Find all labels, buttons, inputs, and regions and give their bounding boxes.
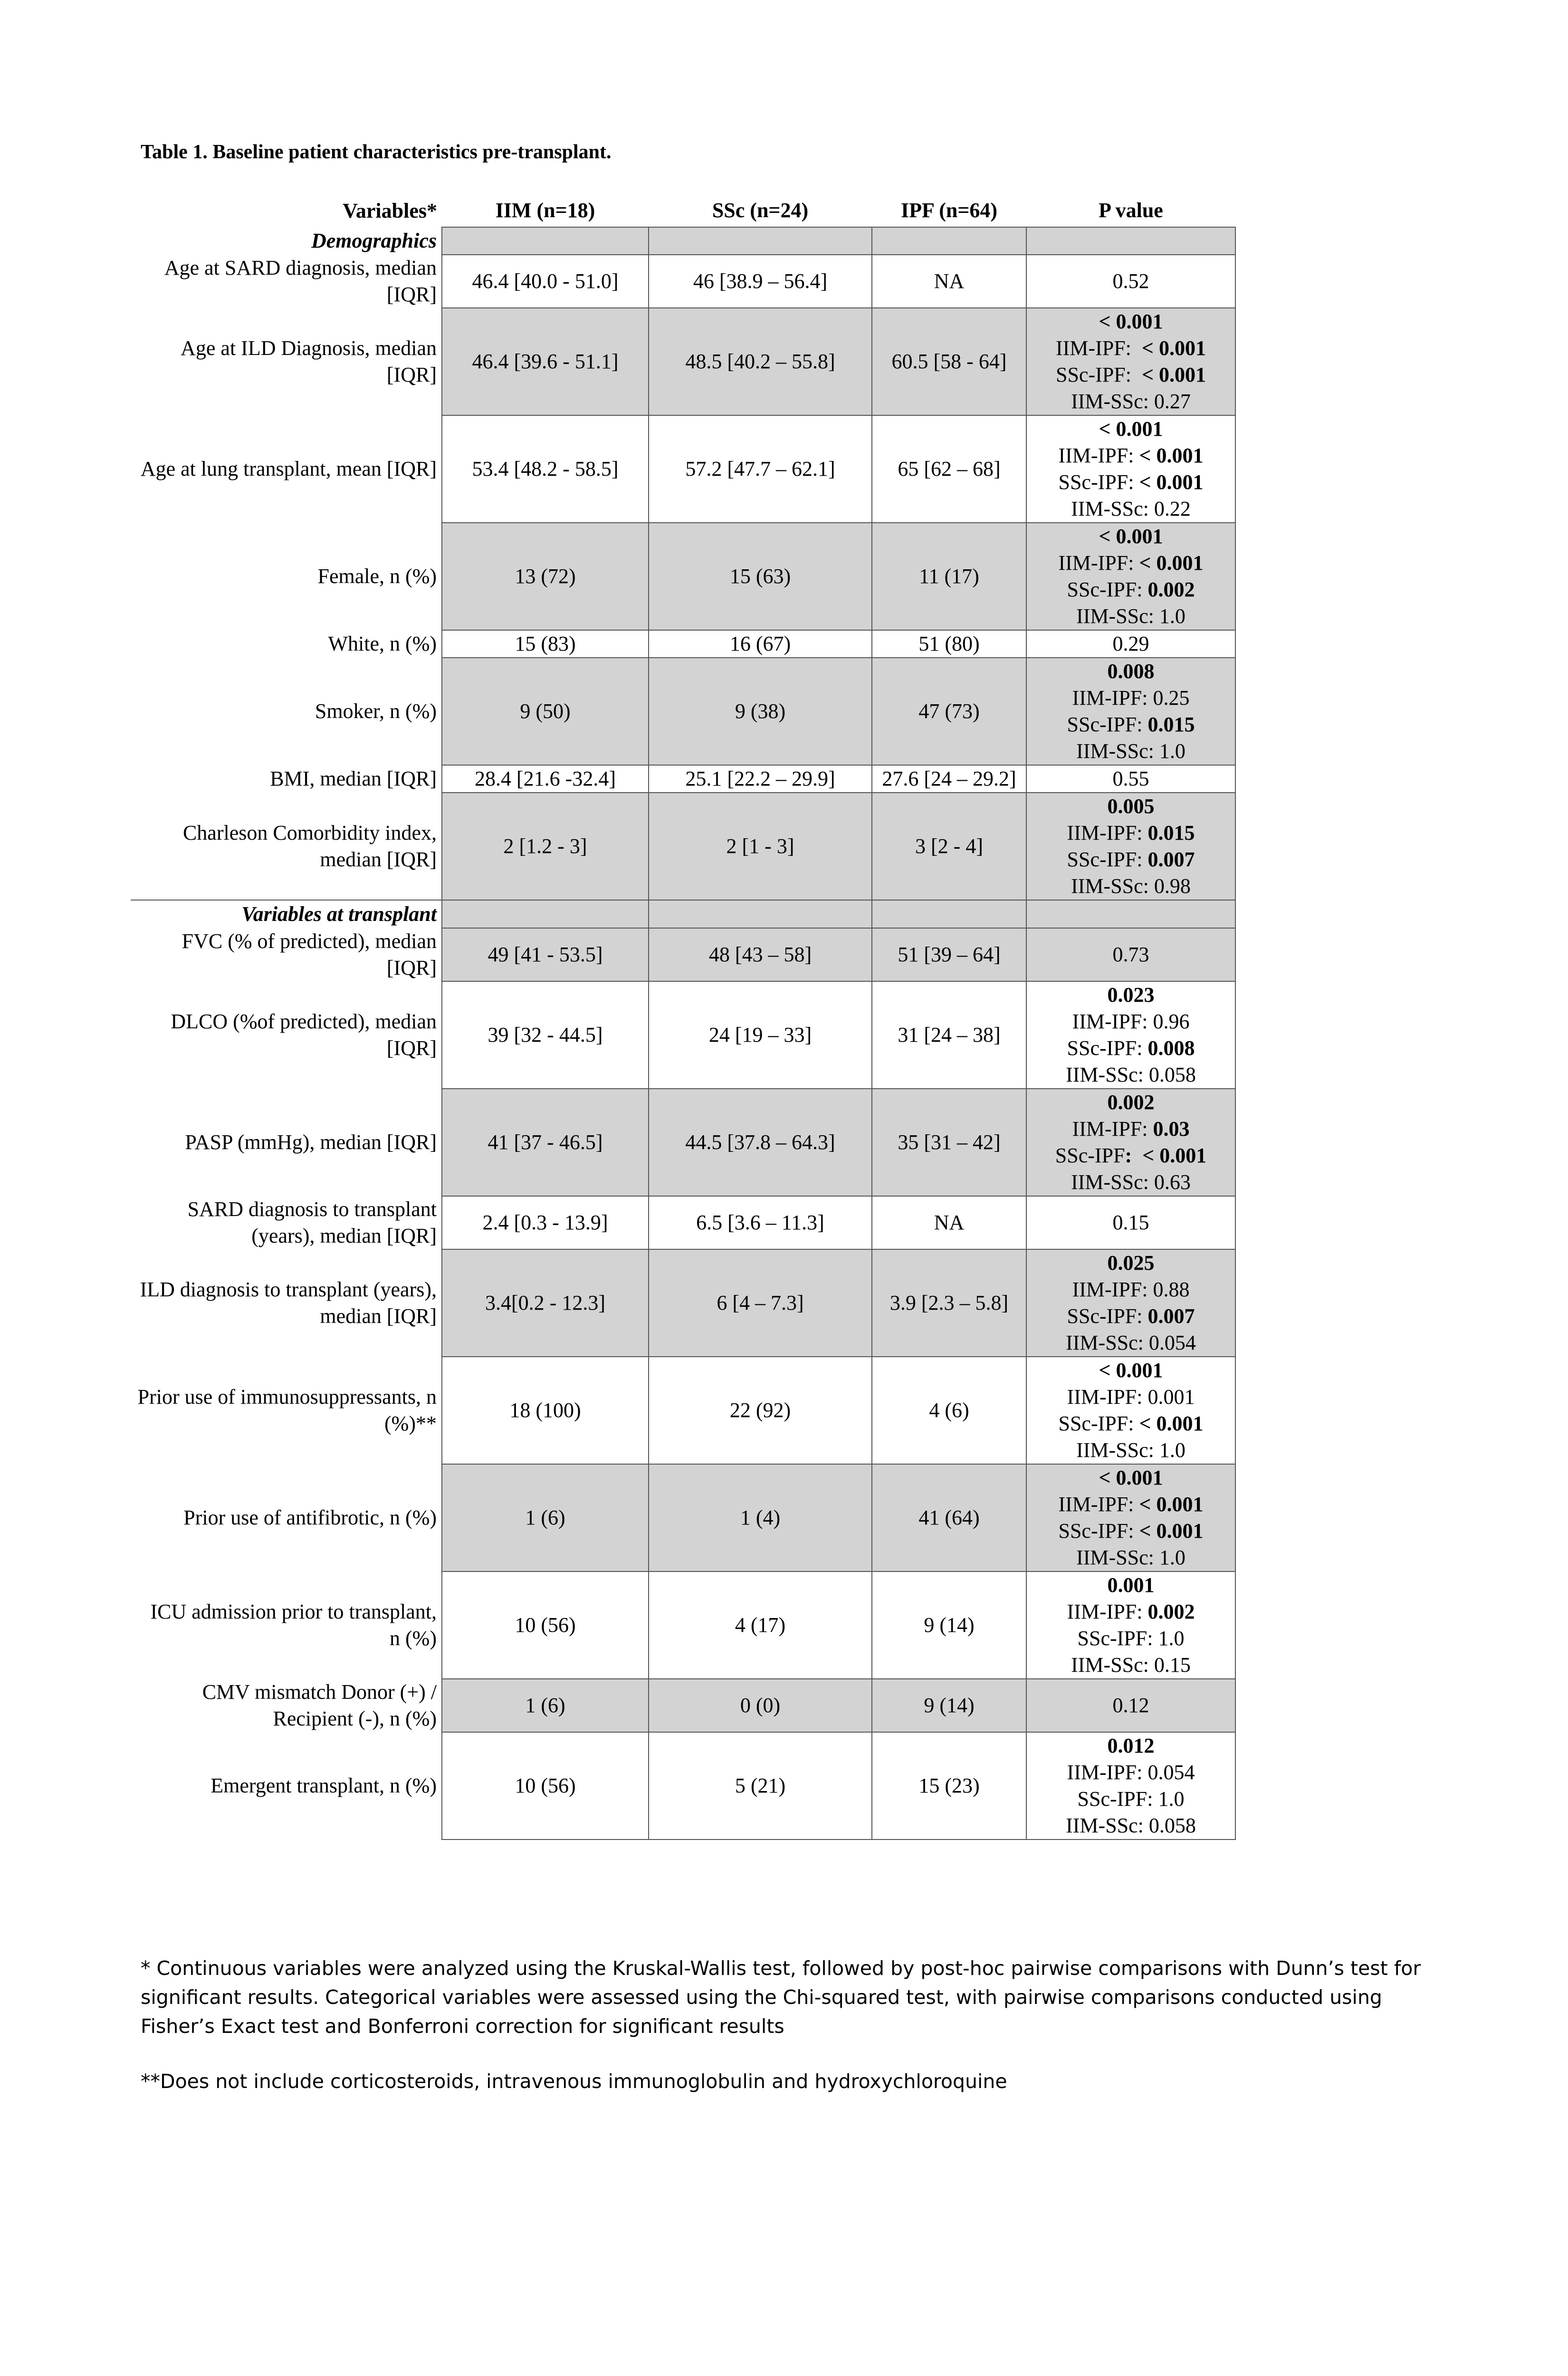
- p-value-line: [1032, 1142, 1230, 1169]
- variable-label: BMI, median [IQR]: [270, 767, 437, 790]
- p-value-text: SSc-IPF: [1055, 1144, 1125, 1167]
- p-value-line: [1032, 1465, 1230, 1491]
- cell-iim: 46.4 [39.6 - 51.1]: [442, 308, 649, 415]
- p-value-line: [1032, 603, 1230, 630]
- p-value-significant: 0.012: [1107, 1734, 1155, 1757]
- p-value-line: [1032, 335, 1230, 362]
- p-value-text: 0.73: [1112, 943, 1149, 966]
- cell-iim: 53.4 [48.2 - 58.5]: [442, 415, 649, 523]
- p-value-text: 0.55: [1112, 767, 1149, 790]
- p-value-significant: 0.023: [1107, 983, 1155, 1006]
- p-value-significant: < 0.001: [1139, 470, 1204, 494]
- cell-ipf: 11 (17): [872, 523, 1026, 630]
- section-empty-cell: [649, 227, 872, 255]
- variable-label: Age at lung transplant, mean [IQR]: [140, 457, 437, 480]
- p-value-line: [1032, 1410, 1230, 1437]
- variable-label: Age at ILD Diagnosis, median [IQR]: [181, 336, 437, 386]
- p-value-significant: < 0.001: [1139, 551, 1204, 575]
- p-value-line: [1032, 1599, 1230, 1625]
- cell-ssc: 16 (67): [649, 630, 872, 658]
- p-value-text: IIM-IPF: 0.96: [1072, 1010, 1190, 1033]
- cell-p-value: [1026, 1196, 1235, 1249]
- table-row: [131, 523, 1235, 630]
- p-value-line: [1032, 631, 1230, 657]
- header-ipf: IPF (n=64): [900, 199, 998, 222]
- cell-ipf: 41 (64): [872, 1464, 1026, 1571]
- table-row: [131, 981, 1235, 1089]
- table-row: [131, 1249, 1235, 1357]
- p-value-line: [1032, 982, 1230, 1008]
- p-value-line: [1032, 711, 1230, 738]
- p-value-text: IIM-IPF: 0.25: [1072, 686, 1190, 709]
- cell-p-value: [1026, 1464, 1235, 1571]
- table-row: [131, 415, 1235, 523]
- cell-p-value: [1026, 981, 1235, 1089]
- p-value-significant: < 0.001: [1139, 444, 1204, 467]
- cell-p-value: [1026, 415, 1235, 523]
- cell-ssc: 9 (38): [649, 658, 872, 765]
- p-value-text: 0.29: [1112, 632, 1149, 655]
- p-value-text: IIM-SSc: 1.0: [1076, 1546, 1186, 1569]
- cell-ssc: 0 (0): [649, 1679, 872, 1732]
- cell-p-value: [1026, 793, 1235, 900]
- cell-iim: 2.4 [0.3 - 13.9]: [442, 1196, 649, 1249]
- table-row: [131, 1357, 1235, 1464]
- p-value-line: [1032, 388, 1230, 415]
- cell-ipf: 9 (14): [872, 1571, 1026, 1679]
- cell-p-value: [1026, 1732, 1235, 1839]
- table-row: [131, 765, 1235, 793]
- p-value-text: IIM-IPF:: [1058, 1493, 1139, 1516]
- cell-p-value: [1026, 523, 1235, 630]
- cell-iim: 10 (56): [442, 1732, 649, 1839]
- cell-ipf: 15 (23): [872, 1732, 1026, 1839]
- header-row: [131, 192, 1235, 227]
- p-value-text: IIM-IPF:: [1072, 1117, 1153, 1140]
- section-empty-cell: [1026, 900, 1235, 928]
- table-row: [131, 1196, 1235, 1249]
- p-value-text: SSc-IPF: 1.0: [1077, 1787, 1185, 1811]
- p-value-significant: 0.007: [1147, 848, 1195, 871]
- p-value-line: [1032, 1303, 1230, 1330]
- variable-label: White, n (%): [328, 632, 437, 655]
- p-value-significant: 0.002: [1147, 1600, 1195, 1623]
- table-body: [131, 227, 1235, 1839]
- p-value-line: [1032, 1357, 1230, 1384]
- table-row: [131, 255, 1235, 308]
- p-value-text: IIM-IPF:: [1067, 821, 1148, 844]
- p-value-text: SSc-IPF:: [1058, 1412, 1139, 1435]
- p-value-text: SSc-IPF: 1.0: [1077, 1627, 1185, 1650]
- p-value-significant: 0.005: [1107, 795, 1155, 818]
- cell-iim: 49 [41 - 53.5]: [442, 928, 649, 981]
- p-value-line: [1032, 738, 1230, 765]
- p-value-text: IIM-SSc: 1.0: [1076, 1438, 1186, 1462]
- header-variables: Variables*: [343, 199, 437, 222]
- cell-ipf: 60.5 [58 - 64]: [872, 308, 1026, 415]
- cell-p-value: [1026, 1249, 1235, 1357]
- p-value-line: [1032, 846, 1230, 873]
- cell-p-value: [1026, 1357, 1235, 1464]
- p-value-line: [1032, 1625, 1230, 1652]
- cell-iim: 46.4 [40.0 - 51.0]: [442, 255, 649, 308]
- p-value-significant: 0.015: [1147, 821, 1195, 844]
- cell-iim: 41 [37 - 46.5]: [442, 1089, 649, 1196]
- cell-iim: 10 (56): [442, 1571, 649, 1679]
- cell-p-value: [1026, 658, 1235, 765]
- p-value-text: IIM-SSc: 1.0: [1076, 739, 1186, 763]
- p-value-line: [1032, 766, 1230, 792]
- variable-label: Prior use of immunosuppressants, n (%)**: [137, 1385, 437, 1435]
- cell-ipf: 65 [62 – 68]: [872, 415, 1026, 523]
- p-value-significant: 0.007: [1147, 1304, 1195, 1328]
- variable-label: Charleson Comorbidity index, median [IQR]: [182, 821, 437, 871]
- p-value-line: [1032, 496, 1230, 522]
- p-value-line: [1032, 685, 1230, 711]
- p-value-text: IIM-IPF: 0.054: [1067, 1761, 1195, 1784]
- p-value-text: IIM-SSc: 0.27: [1071, 390, 1191, 413]
- p-value-line: [1032, 1518, 1230, 1544]
- cell-ssc: 6 [4 – 7.3]: [649, 1249, 872, 1357]
- cell-ssc: 2 [1 - 3]: [649, 793, 872, 900]
- cell-ipf: NA: [872, 1196, 1026, 1249]
- p-value-text: 0.52: [1112, 269, 1149, 293]
- table-row: [131, 308, 1235, 415]
- table-row: [131, 1464, 1235, 1571]
- p-value-line: [1032, 1759, 1230, 1786]
- table-row: [131, 1732, 1235, 1839]
- section-heading: Variables at transplant: [131, 900, 442, 928]
- cell-ipf: NA: [872, 255, 1026, 308]
- p-value-significant: 0.008: [1147, 1036, 1195, 1060]
- p-value-line: [1032, 1330, 1230, 1356]
- variable-label: ILD diagnosis to transplant (years), median [IQR]: [140, 1278, 437, 1328]
- p-value-significant: < 0.001: [1099, 310, 1163, 333]
- header-p-value: P value: [1099, 199, 1163, 222]
- cell-p-value: [1026, 1679, 1235, 1732]
- variable-label: Smoker, n (%): [315, 699, 437, 723]
- cell-iim: 2 [1.2 - 3]: [442, 793, 649, 900]
- variable-label: FVC (% of predicted), median [IQR]: [182, 929, 437, 979]
- cell-iim: 3.4[0.2 - 12.3]: [442, 1249, 649, 1357]
- p-value-significant: < 0.001: [1139, 1493, 1204, 1516]
- cell-p-value: [1026, 928, 1235, 981]
- variable-label: SARD diagnosis to transplant (years), median [IQR]: [187, 1198, 437, 1247]
- p-value-text: SSc-IPF:: [1058, 470, 1139, 494]
- p-value-line: [1032, 1062, 1230, 1088]
- cell-iim: 15 (83): [442, 630, 649, 658]
- footnote-immunosuppressants: **Does not include corticosteroids, intravenous immunoglobulin and hydroxychloroquine: [141, 2070, 1007, 2093]
- cell-ssc: 6.5 [3.6 – 11.3]: [649, 1196, 872, 1249]
- section-empty-cell: [872, 227, 1026, 255]
- cell-iim: 18 (100): [442, 1357, 649, 1464]
- p-value-line: [1032, 416, 1230, 442]
- p-value-text: IIM-SSc: 0.15: [1071, 1653, 1191, 1677]
- p-value-text: IIM-IPF: 0.88: [1072, 1278, 1190, 1301]
- footnote-statistical-methods: * Continuous variables were analyzed using the Kruskal-Wallis test, followed by post-hoc pairwise comparisons with Dunn’s test for significant results. Categorical variables were assessed using the Chi-squared test, with pairwise comparisons conducted using Fisher’s Exact test and Bonferroni correction for significant results: [141, 1957, 1421, 2038]
- p-value-line: [1032, 523, 1230, 550]
- cell-ssc: 1 (4): [649, 1464, 872, 1571]
- cell-ipf: 3.9 [2.3 – 5.8]: [872, 1249, 1026, 1357]
- p-value-line: [1032, 1812, 1230, 1839]
- cell-ssc: 44.5 [37.8 – 64.3]: [649, 1089, 872, 1196]
- cell-p-value: [1026, 308, 1235, 415]
- header-iim: IIM (n=18): [495, 199, 595, 222]
- p-value-text: IIM-SSc: 0.058: [1066, 1814, 1196, 1837]
- p-value-line: [1032, 442, 1230, 469]
- p-value-significant: 0.002: [1147, 578, 1195, 601]
- cell-ipf: 31 [24 – 38]: [872, 981, 1026, 1089]
- cell-p-value: [1026, 1571, 1235, 1679]
- p-value-significant: < 0.001: [1099, 525, 1163, 548]
- cell-ipf: 3 [2 - 4]: [872, 793, 1026, 900]
- p-value-line: [1032, 1652, 1230, 1678]
- cell-ssc: 25.1 [22.2 – 29.9]: [649, 765, 872, 793]
- cell-ipf: 9 (14): [872, 1679, 1026, 1732]
- p-value-text: SSc-IPF:: [1067, 1304, 1148, 1328]
- cell-ssc: 57.2 [47.7 – 62.1]: [649, 415, 872, 523]
- cell-ipf: 51 (80): [872, 630, 1026, 658]
- table-row: [131, 1571, 1235, 1679]
- cell-ipf: 4 (6): [872, 1357, 1026, 1464]
- p-value-line: [1032, 1276, 1230, 1303]
- p-value-significant: 0.008: [1107, 660, 1155, 683]
- p-value-significant: 0.015: [1147, 713, 1195, 736]
- header-ssc: SSc (n=24): [712, 199, 809, 222]
- p-value-line: [1032, 941, 1230, 968]
- cell-p-value: [1026, 765, 1235, 793]
- p-value-line: [1032, 873, 1230, 900]
- p-value-significant: < 0.001: [1141, 336, 1206, 360]
- cell-p-value: [1026, 1089, 1235, 1196]
- cell-ssc: 48.5 [40.2 – 55.8]: [649, 308, 872, 415]
- p-value-line: [1032, 658, 1230, 685]
- p-value-text: SSc-IPF:: [1067, 578, 1148, 601]
- cell-iim: 28.4 [21.6 -32.4]: [442, 765, 649, 793]
- cell-ssc: 46 [38.9 – 56.4]: [649, 255, 872, 308]
- p-value-significant: < 0.001: [1099, 417, 1163, 441]
- p-value-text: SSc-IPF:: [1067, 1036, 1148, 1060]
- p-value-text: IIM-SSc: 0.63: [1071, 1170, 1191, 1194]
- p-value-line: [1032, 1250, 1230, 1276]
- variable-label: Female, n (%): [317, 565, 437, 588]
- p-value-line: [1032, 268, 1230, 295]
- p-value-text: IIM-IPF:: [1058, 444, 1139, 467]
- cell-iim: 13 (72): [442, 523, 649, 630]
- cell-ipf: 51 [39 – 64]: [872, 928, 1026, 981]
- cell-p-value: [1026, 630, 1235, 658]
- p-value-line: [1032, 1572, 1230, 1599]
- p-value-text: SSc-IPF:: [1067, 713, 1148, 736]
- cell-ssc: 4 (17): [649, 1571, 872, 1679]
- section-empty-cell: [442, 227, 649, 255]
- p-value-line: [1032, 1384, 1230, 1410]
- p-value-text: IIM-SSc: 1.0: [1076, 604, 1186, 628]
- p-value-text: IIM-SSc: 0.058: [1066, 1063, 1196, 1086]
- variable-label: ICU admission prior to transplant, n (%): [150, 1600, 437, 1650]
- cell-iim: 9 (50): [442, 658, 649, 765]
- variable-label: PASP (mmHg), median [IQR]: [185, 1131, 437, 1154]
- p-value-significant: 0.001: [1107, 1573, 1155, 1597]
- p-value-line: [1032, 1786, 1230, 1812]
- table-row: [131, 658, 1235, 765]
- p-value-line: [1032, 1209, 1230, 1236]
- p-value-text: IIM-IPF:: [1067, 1600, 1148, 1623]
- p-value-significant: 0.002: [1107, 1091, 1155, 1114]
- variable-label: Prior use of antifibrotic, n (%): [183, 1506, 437, 1529]
- p-value-line: [1032, 362, 1230, 388]
- p-value-text: SSc-IPF:: [1055, 363, 1142, 386]
- variable-label: CMV mismatch Donor (+) / Recipient (-), n (%): [202, 1680, 437, 1730]
- p-value-line: [1032, 1089, 1230, 1116]
- cell-ssc: 24 [19 – 33]: [649, 981, 872, 1089]
- p-value-line: [1032, 1008, 1230, 1035]
- variable-label: Age at SARD diagnosis, median [IQR]: [164, 256, 437, 306]
- p-value-text: SSc-IPF:: [1058, 1519, 1139, 1542]
- cell-ipf: 35 [31 – 42]: [872, 1089, 1026, 1196]
- p-value-text: 0.12: [1112, 1694, 1149, 1717]
- section-empty-cell: [872, 900, 1026, 928]
- table-row: [131, 1089, 1235, 1196]
- p-value-text: IIM-SSc: 0.98: [1071, 874, 1191, 898]
- table-row: [131, 928, 1235, 981]
- p-value-line: [1032, 1544, 1230, 1571]
- p-value-significant: 0.025: [1107, 1251, 1155, 1274]
- cell-ssc: 15 (63): [649, 523, 872, 630]
- p-value-text: IIM-SSc: 0.054: [1066, 1331, 1196, 1354]
- cell-ipf: 27.6 [24 – 29.2]: [872, 765, 1026, 793]
- table-row: [131, 1679, 1235, 1732]
- cell-ssc: 22 (92): [649, 1357, 872, 1464]
- p-value-text: IIM-IPF:: [1058, 551, 1139, 575]
- p-value-line: [1032, 1733, 1230, 1759]
- section-empty-cell: [649, 900, 872, 928]
- cell-iim: 39 [32 - 44.5]: [442, 981, 649, 1089]
- section-row: [131, 900, 1235, 928]
- p-value-text: 0.15: [1112, 1211, 1149, 1234]
- section-empty-cell: [1026, 227, 1235, 255]
- p-value-text: SSc-IPF:: [1067, 848, 1148, 871]
- p-value-significant: < 0.001: [1099, 1359, 1163, 1382]
- variable-label: Emergent transplant, n (%): [210, 1774, 437, 1797]
- section-empty-cell: [442, 900, 649, 928]
- cell-ipf: 47 (73): [872, 658, 1026, 765]
- table-row: [131, 630, 1235, 658]
- p-value-line: [1032, 469, 1230, 496]
- p-value-text: IIM-IPF:: [1056, 336, 1142, 360]
- p-value-line: [1032, 1116, 1230, 1142]
- cell-iim: 1 (6): [442, 1679, 649, 1732]
- table-header: [131, 192, 1235, 227]
- p-value-line: [1032, 1692, 1230, 1719]
- p-value-line: [1032, 1437, 1230, 1464]
- section-row: [131, 227, 1235, 255]
- baseline-characteristics-table: [131, 192, 1236, 1840]
- p-value-line: [1032, 820, 1230, 846]
- p-value-significant: 0.03: [1153, 1117, 1190, 1140]
- p-value-significant: < 0.001: [1099, 1466, 1163, 1489]
- cell-ssc: 5 (21): [649, 1732, 872, 1839]
- p-value-significant: : < 0.001: [1125, 1144, 1207, 1167]
- variable-label: DLCO (%of predicted), median [IQR]: [171, 1010, 437, 1060]
- p-value-significant: < 0.001: [1139, 1412, 1204, 1435]
- p-value-line: [1032, 308, 1230, 335]
- p-value-significant: < 0.001: [1141, 363, 1206, 386]
- p-value-line: [1032, 576, 1230, 603]
- table-row: [131, 793, 1235, 900]
- cell-p-value: [1026, 255, 1235, 308]
- p-value-significant: < 0.001: [1139, 1519, 1204, 1542]
- p-value-line: [1032, 793, 1230, 820]
- cell-ssc: 48 [43 – 58]: [649, 928, 872, 981]
- p-value-line: [1032, 550, 1230, 576]
- cell-iim: 1 (6): [442, 1464, 649, 1571]
- p-value-text: IIM-SSc: 0.22: [1071, 497, 1191, 520]
- p-value-line: [1032, 1491, 1230, 1518]
- p-value-line: [1032, 1035, 1230, 1062]
- section-heading: Demographics: [311, 229, 437, 252]
- p-value-line: [1032, 1169, 1230, 1196]
- p-value-text: IIM-IPF: 0.001: [1067, 1385, 1195, 1408]
- table-title: Table 1. Baseline patient characteristics pre-transplant.: [141, 141, 612, 163]
